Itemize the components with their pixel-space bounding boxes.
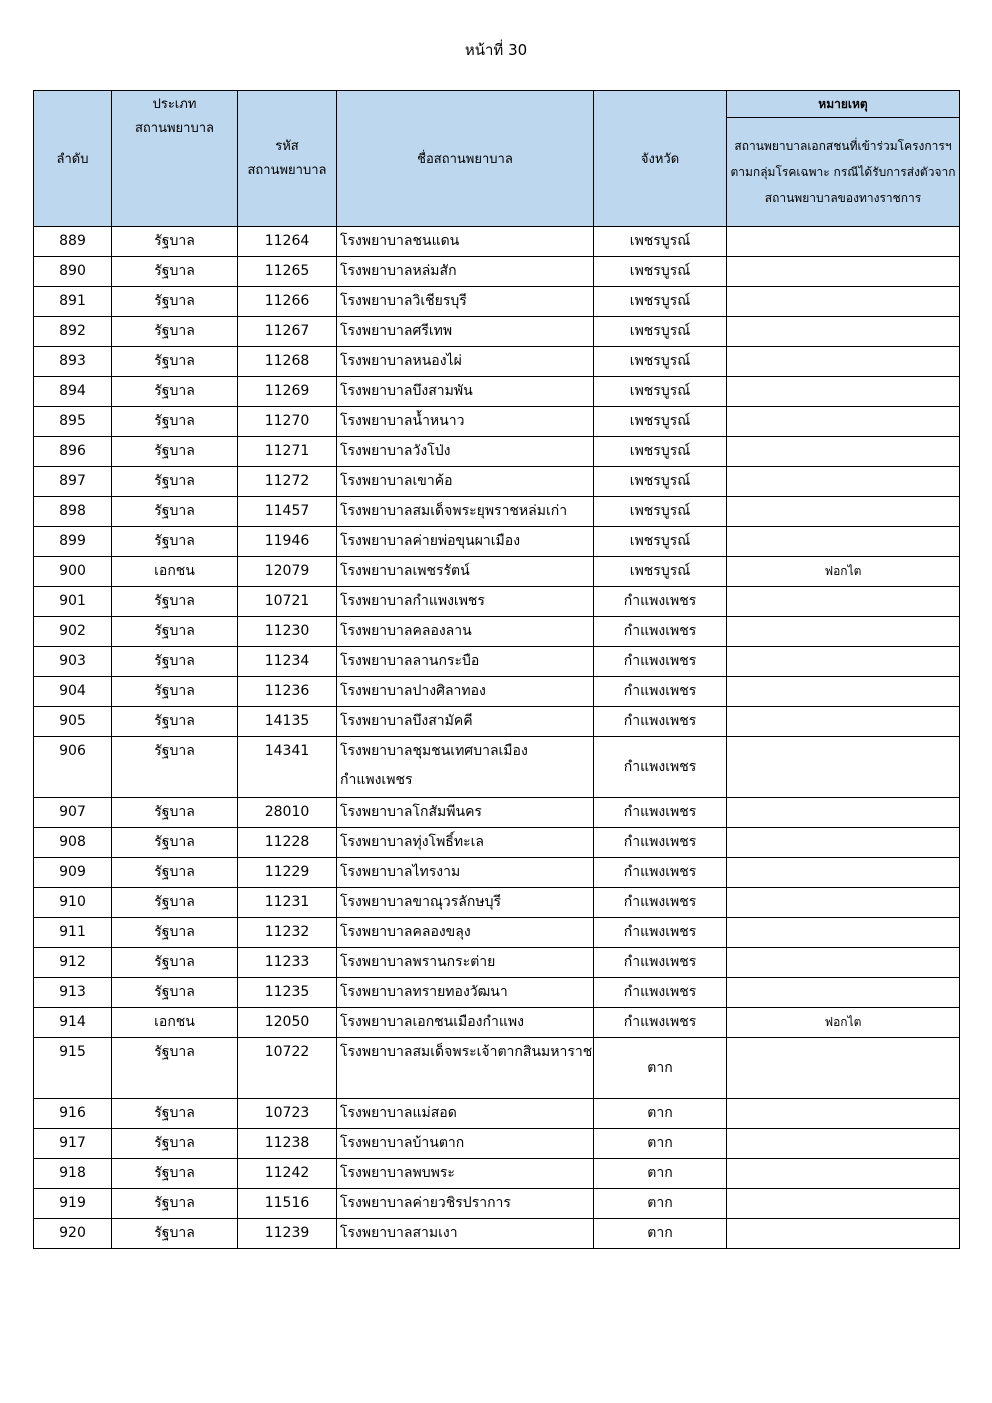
cell-code: 11234 (238, 647, 337, 677)
cell-name: โรงพยาบาลหล่มสัก (337, 257, 594, 287)
cell-no: 900 (34, 557, 112, 587)
cell-type: รัฐบาล (112, 737, 238, 798)
cell-province: เพชรบูรณ์ (594, 377, 727, 407)
cell-remark (727, 737, 960, 798)
cell-no: 914 (34, 1008, 112, 1038)
cell-type: รัฐบาล (112, 587, 238, 617)
table-row (34, 557, 960, 587)
cell-province: กำแพงเพชร (594, 707, 727, 737)
cell-province: กำแพงเพชร (594, 828, 727, 858)
cell-code: 11233 (238, 948, 337, 978)
table-row (34, 737, 960, 798)
cell-province: เพชรบูรณ์ (594, 527, 727, 557)
cell-name: โรงพยาบาลลานกระบือ (337, 647, 594, 677)
cell-province: กำแพงเพชร (594, 798, 727, 828)
cell-code: 11231 (238, 888, 337, 918)
cell-code: 11264 (238, 227, 337, 257)
table-row (34, 798, 960, 828)
cell-province: เพชรบูรณ์ (594, 467, 727, 497)
cell-remark (727, 377, 960, 407)
cell-no: 891 (34, 287, 112, 317)
cell-name: โรงพยาบาลชุมชนเทศบาลเมืองกำแพงเพชร (337, 737, 594, 798)
cell-no: 911 (34, 918, 112, 948)
cell-code: 11271 (238, 437, 337, 467)
cell-no: 890 (34, 257, 112, 287)
cell-name: โรงพยาบาลแม่สอด (337, 1099, 594, 1129)
cell-code: 10723 (238, 1099, 337, 1129)
cell-province: ตาก (594, 1189, 727, 1219)
cell-name: โรงพยาบาลเอกชนเมืองกำแพง (337, 1008, 594, 1038)
cell-no: 919 (34, 1189, 112, 1219)
cell-province: ตาก (594, 1159, 727, 1189)
table-row (34, 317, 960, 347)
cell-no: 903 (34, 647, 112, 677)
cell-type: รัฐบาล (112, 497, 238, 527)
cell-province: เพชรบูรณ์ (594, 227, 727, 257)
cell-type: รัฐบาล (112, 677, 238, 707)
table-row (34, 1038, 960, 1099)
cell-remark (727, 467, 960, 497)
table-row (34, 858, 960, 888)
cell-remark (727, 407, 960, 437)
cell-name: โรงพยาบาลคลองลาน (337, 617, 594, 647)
cell-name: โรงพยาบาลสามเงา (337, 1219, 594, 1249)
cell-no: 917 (34, 1129, 112, 1159)
cell-province: กำแพงเพชร (594, 1008, 727, 1038)
cell-no: 892 (34, 317, 112, 347)
table-row (34, 1159, 960, 1189)
cell-name: โรงพยาบาลบึงสามพัน (337, 377, 594, 407)
cell-type: รัฐบาล (112, 467, 238, 497)
cell-province: กำแพงเพชร (594, 677, 727, 707)
cell-province: กำแพงเพชร (594, 948, 727, 978)
cell-name: โรงพยาบาลพบพระ (337, 1159, 594, 1189)
cell-province: เพชรบูรณ์ (594, 257, 727, 287)
cell-name: โรงพยาบาลชนแดน (337, 227, 594, 257)
cell-name: โรงพยาบาลเขาค้อ (337, 467, 594, 497)
cell-name: โรงพยาบาลวังโป่ง (337, 437, 594, 467)
cell-no: 895 (34, 407, 112, 437)
cell-name: โรงพยาบาลปางศิลาทอง (337, 677, 594, 707)
cell-province: เพชรบูรณ์ (594, 287, 727, 317)
cell-code: 11229 (238, 858, 337, 888)
hospital-table (33, 90, 960, 1249)
header-code (238, 91, 337, 227)
cell-province: เพชรบูรณ์ (594, 557, 727, 587)
cell-type: รัฐบาล (112, 707, 238, 737)
cell-remark (727, 617, 960, 647)
cell-no: 902 (34, 617, 112, 647)
cell-no: 909 (34, 858, 112, 888)
table-row (34, 677, 960, 707)
cell-type: รัฐบาล (112, 317, 238, 347)
cell-code: 11236 (238, 677, 337, 707)
cell-remark: ฟอกไต (727, 1008, 960, 1038)
cell-type: รัฐบาล (112, 347, 238, 377)
table-row (34, 587, 960, 617)
cell-remark (727, 347, 960, 377)
cell-type: รัฐบาล (112, 948, 238, 978)
cell-code: 11946 (238, 527, 337, 557)
cell-remark: ฟอกไต (727, 557, 960, 587)
cell-code: 11238 (238, 1129, 337, 1159)
cell-type: รัฐบาล (112, 647, 238, 677)
table-row (34, 467, 960, 497)
table-row (34, 978, 960, 1008)
cell-type: รัฐบาล (112, 1219, 238, 1249)
table-body (34, 227, 960, 1249)
cell-remark (727, 227, 960, 257)
cell-no: 894 (34, 377, 112, 407)
cell-no: 889 (34, 227, 112, 257)
cell-type: รัฐบาล (112, 1099, 238, 1129)
table-row (34, 1008, 960, 1038)
cell-remark (727, 677, 960, 707)
table-row (34, 647, 960, 677)
cell-province: เพชรบูรณ์ (594, 497, 727, 527)
table-row (34, 707, 960, 737)
table-row (34, 497, 960, 527)
header-no: ลำดับ (34, 91, 112, 227)
cell-remark (727, 1129, 960, 1159)
cell-no: 904 (34, 677, 112, 707)
cell-code: 14135 (238, 707, 337, 737)
cell-no: 897 (34, 467, 112, 497)
table-row (34, 347, 960, 377)
cell-no: 898 (34, 497, 112, 527)
cell-remark (727, 497, 960, 527)
cell-type: รัฐบาล (112, 617, 238, 647)
cell-remark (727, 707, 960, 737)
header-type (112, 91, 238, 227)
cell-name: โรงพยาบาลสมเด็จพระเจ้าตากสินมหาราช (337, 1038, 594, 1099)
cell-remark (727, 948, 960, 978)
table-row (34, 1189, 960, 1219)
cell-province: ตาก (594, 1099, 727, 1129)
cell-no: 910 (34, 888, 112, 918)
cell-remark (727, 828, 960, 858)
cell-remark (727, 587, 960, 617)
header-province: จังหวัด (594, 91, 727, 227)
cell-no: 915 (34, 1038, 112, 1099)
cell-code: 11272 (238, 467, 337, 497)
page-title: หน้าที่ 30 (464, 41, 528, 59)
cell-province: กำแพงเพชร (594, 617, 727, 647)
cell-type: เอกชน (112, 1008, 238, 1038)
cell-type: รัฐบาล (112, 918, 238, 948)
cell-code: 11230 (238, 617, 337, 647)
table-row (34, 377, 960, 407)
cell-code: 11266 (238, 287, 337, 317)
cell-remark (727, 858, 960, 888)
cell-code: 11232 (238, 918, 337, 948)
cell-type: รัฐบาล (112, 978, 238, 1008)
cell-no: 906 (34, 737, 112, 798)
cell-code: 28010 (238, 798, 337, 828)
cell-no: 901 (34, 587, 112, 617)
cell-name: โรงพยาบาลบึงสามัคคี (337, 707, 594, 737)
cell-remark (727, 647, 960, 677)
cell-name: โรงพยาบาลเพชรรัตน์ (337, 557, 594, 587)
table-row (34, 617, 960, 647)
cell-no: 896 (34, 437, 112, 467)
cell-name: โรงพยาบาลทุ่งโพธิ์ทะเล (337, 828, 594, 858)
table-row (34, 227, 960, 257)
cell-no: 912 (34, 948, 112, 978)
cell-no: 905 (34, 707, 112, 737)
cell-no: 918 (34, 1159, 112, 1189)
cell-remark (727, 257, 960, 287)
header-code-line2: สถานพยาบาล (247, 162, 327, 178)
cell-code: 11268 (238, 347, 337, 377)
cell-name: โรงพยาบาลกำแพงเพชร (337, 587, 594, 617)
cell-type: รัฐบาล (112, 1129, 238, 1159)
cell-type: รัฐบาล (112, 527, 238, 557)
cell-province: เพชรบูรณ์ (594, 317, 727, 347)
cell-code: 11269 (238, 377, 337, 407)
cell-code: 12079 (238, 557, 337, 587)
table-row (34, 1129, 960, 1159)
cell-type: รัฐบาล (112, 1189, 238, 1219)
cell-code: 12050 (238, 1008, 337, 1038)
cell-code: 14341 (238, 737, 337, 798)
cell-province: ตาก (594, 1219, 727, 1249)
cell-name: โรงพยาบาลศรีเทพ (337, 317, 594, 347)
cell-province: กำแพงเพชร (594, 858, 727, 888)
header-type-line2: สถานพยาบาล (135, 121, 214, 136)
cell-name: โรงพยาบาลพรานกระต่าย (337, 948, 594, 978)
cell-name: โรงพยาบาลสมเด็จพระยุพราชหล่มเก่า (337, 497, 594, 527)
cell-no: 913 (34, 978, 112, 1008)
cell-type: รัฐบาล (112, 227, 238, 257)
header-name: ชื่อสถานพยาบาล (337, 91, 594, 227)
cell-province: กำแพงเพชร (594, 737, 727, 798)
cell-remark (727, 918, 960, 948)
cell-type: รัฐบาล (112, 828, 238, 858)
cell-code: 11265 (238, 257, 337, 287)
cell-code: 10721 (238, 587, 337, 617)
table-row (34, 918, 960, 948)
cell-remark (727, 287, 960, 317)
table-row (34, 888, 960, 918)
cell-code: 11516 (238, 1189, 337, 1219)
table-row (34, 257, 960, 287)
cell-province: กำแพงเพชร (594, 918, 727, 948)
cell-type: รัฐบาล (112, 407, 238, 437)
cell-type: รัฐบาล (112, 888, 238, 918)
cell-province: กำแพงเพชร (594, 647, 727, 677)
cell-name: โรงพยาบาลหนองไผ่ (337, 347, 594, 377)
header-code-line1: รหัส (275, 138, 299, 154)
cell-code: 11457 (238, 497, 337, 527)
cell-remark (727, 798, 960, 828)
cell-name: โรงพยาบาลโกสัมพีนคร (337, 798, 594, 828)
cell-name: โรงพยาบาลค่ายพ่อขุนผาเมือง (337, 527, 594, 557)
cell-type: เอกชน (112, 557, 238, 587)
cell-province: กำแพงเพชร (594, 587, 727, 617)
cell-type: รัฐบาล (112, 437, 238, 467)
cell-province: เพชรบูรณ์ (594, 347, 727, 377)
cell-code: 11228 (238, 828, 337, 858)
table-row (34, 437, 960, 467)
cell-no: 908 (34, 828, 112, 858)
cell-remark (727, 1219, 960, 1249)
cell-type: รัฐบาล (112, 287, 238, 317)
cell-name: โรงพยาบาลขาณุวรลักษบุรี (337, 888, 594, 918)
table-row (34, 948, 960, 978)
cell-code: 11270 (238, 407, 337, 437)
header-type-line1: ประเภท (152, 97, 197, 112)
cell-remark (727, 888, 960, 918)
cell-province: ตาก (594, 1038, 727, 1099)
cell-name: โรงพยาบาลวิเชียรบุรี (337, 287, 594, 317)
cell-code: 11267 (238, 317, 337, 347)
table-row (34, 407, 960, 437)
cell-province: ตาก (594, 1129, 727, 1159)
cell-no: 899 (34, 527, 112, 557)
table-row (34, 287, 960, 317)
cell-no: 920 (34, 1219, 112, 1249)
table-row (34, 1099, 960, 1129)
cell-name: โรงพยาบาลบ้านตาก (337, 1129, 594, 1159)
table-row (34, 1219, 960, 1249)
cell-code: 11239 (238, 1219, 337, 1249)
cell-remark (727, 1099, 960, 1129)
cell-type: รัฐบาล (112, 1159, 238, 1189)
table-row (34, 828, 960, 858)
cell-type: รัฐบาล (112, 1038, 238, 1099)
cell-province: กำแพงเพชร (594, 888, 727, 918)
cell-name: โรงพยาบาลทรายทองวัฒนา (337, 978, 594, 1008)
cell-code: 11242 (238, 1159, 337, 1189)
table-row (34, 527, 960, 557)
cell-type: รัฐบาล (112, 798, 238, 828)
cell-name: โรงพยาบาลคลองขลุง (337, 918, 594, 948)
cell-province: เพชรบูรณ์ (594, 407, 727, 437)
cell-remark (727, 317, 960, 347)
cell-remark (727, 437, 960, 467)
cell-remark (727, 1038, 960, 1099)
cell-no: 916 (34, 1099, 112, 1129)
cell-code: 10722 (238, 1038, 337, 1099)
header-remark-sub: สถานพยาบาลเอกสชนที่เข้าร่วมโครงการฯ ตามกลุ่มโรคเฉพาะ กรณีได้รับการส่งตัวจากสถานพยาบาลของทางราชการ (727, 118, 960, 227)
cell-name: โรงพยาบาลน้ำหนาว (337, 407, 594, 437)
header-remark: หมายเหตุ (727, 91, 960, 118)
cell-name: โรงพยาบาลไทรงาม (337, 858, 594, 888)
cell-remark (727, 527, 960, 557)
cell-no: 907 (34, 798, 112, 828)
cell-remark (727, 1189, 960, 1219)
cell-type: รัฐบาล (112, 377, 238, 407)
cell-type: รัฐบาล (112, 257, 238, 287)
cell-remark (727, 978, 960, 1008)
cell-remark (727, 1159, 960, 1189)
cell-name: โรงพยาบาลค่ายวชิรปราการ (337, 1189, 594, 1219)
cell-no: 893 (34, 347, 112, 377)
cell-type: รัฐบาล (112, 858, 238, 888)
cell-code: 11235 (238, 978, 337, 1008)
cell-province: กำแพงเพชร (594, 978, 727, 1008)
cell-province: เพชรบูรณ์ (594, 437, 727, 467)
